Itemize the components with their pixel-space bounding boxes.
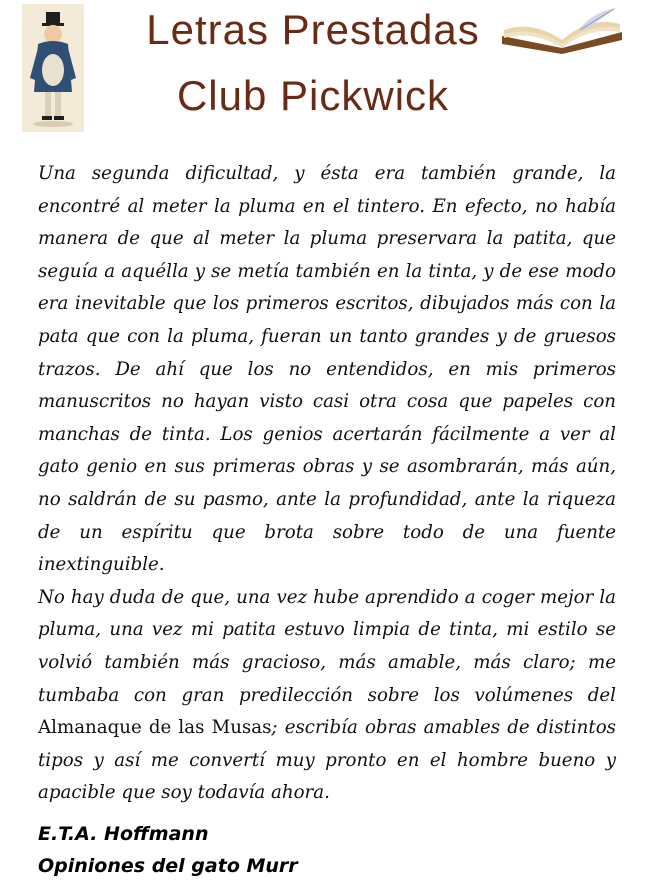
site-title: Letras Prestadas	[146, 6, 480, 53]
paragraph	[38, 582, 616, 810]
page-header	[0, 0, 650, 135]
attribution	[38, 818, 616, 882]
excerpt-text	[38, 158, 616, 810]
author-name: E.T.A. Hoffmann	[38, 823, 209, 845]
site-subtitle: Club Pickwick	[176, 72, 450, 119]
work-title: Opiniones del gato Murr	[38, 855, 298, 877]
paragraph: Una segunda dificultad, y ésta era también grande, la encontré al meter la pluma en el tintero. En efecto, no había manera de que al meter la pluma preservara la patita, que seguía a aquélla y se metía también en la tinta, y de ese modo era inevitable que los primeros escritos, dibujados más con la pata que con la pluma, fueran un tanto grandes y de gruesos trazos. De ahí que los no entendidos, en mis primeros manuscritos no hayan visto casi otra cosa que papeles con manchas de tinta. Los genios acertarán fácilmente a ver al gato genio en sus primeras obras y se asombrarán, más aún, no saldrán de su pasmo, ante la profundidad, ante la riqueza de un espíritu que brota sobre todo de una fuente inextinguible.	[38, 163, 616, 576]
book-title: Almanaque de las Musas	[38, 717, 272, 739]
paragraph-text: No hay duda de que, una vez hube aprendido a coger mejor la pluma, una vez mi patita estuvo limpia de tinta, mi estilo se volvió también más gracioso, más amable, más claro; me tumbaba con gran predilección sobre los volúmenes del	[38, 586, 616, 706]
paragraph-text: ; escribía obras amables de distintos tipos y así me convertí muy pronto en el hombre bueno y apacible que soy todavía ahora.	[38, 717, 616, 804]
open-book-quill-icon	[496, 6, 628, 56]
